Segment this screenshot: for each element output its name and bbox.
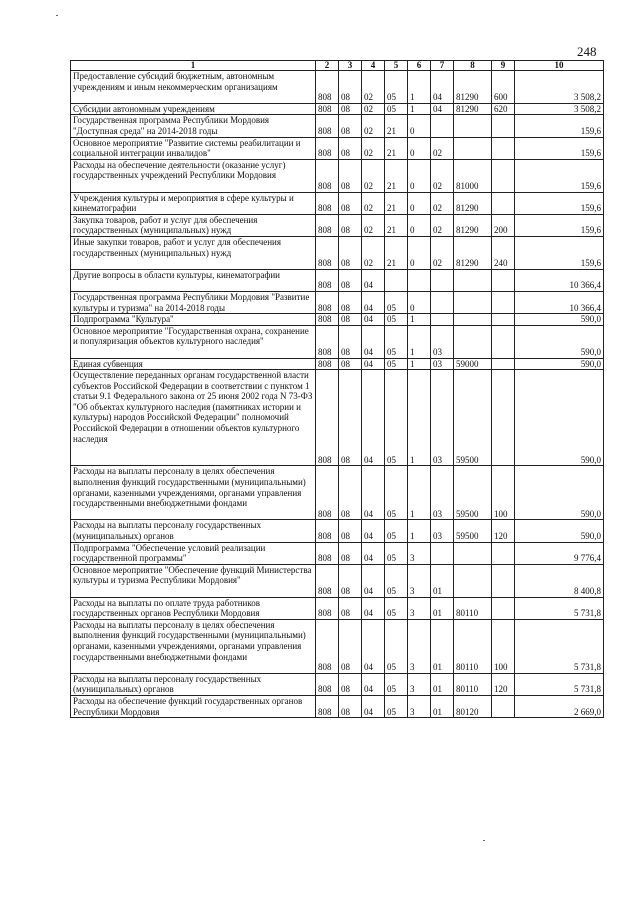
code-cell: 05	[385, 673, 408, 695]
code-cell: 08	[339, 159, 362, 192]
row-name: Государственная программа Республики Мордовия "Доступная среда" на 2014-2018 годы	[71, 115, 316, 137]
code-cell: 0	[408, 236, 431, 269]
code-cell: 08	[339, 542, 362, 564]
code-cell	[454, 137, 492, 159]
code-cell	[492, 564, 515, 597]
code-cell: 808	[316, 214, 339, 236]
code-cell: 05	[385, 466, 408, 520]
code-cell: 05	[385, 103, 408, 115]
column-header: 3	[339, 61, 362, 71]
code-cell	[492, 696, 515, 718]
row-name: Расходы на выплаты персоналу в целях обеспечения выполнения функций государственными (муниципальными) органами, казенными учреждениями, органами управления государственными внебюджетными фондами	[71, 619, 316, 673]
code-cell: 1	[408, 71, 431, 104]
code-cell: 02	[431, 159, 454, 192]
table-row	[71, 597, 604, 619]
code-cell: 04	[362, 314, 385, 326]
code-cell: 08	[339, 673, 362, 695]
code-cell: 04	[362, 520, 385, 542]
amount-cell: 8 400,8	[515, 564, 604, 597]
code-cell: 808	[316, 137, 339, 159]
code-cell: 02	[362, 71, 385, 104]
code-cell: 04	[362, 673, 385, 695]
table-row	[71, 696, 604, 718]
code-cell: 05	[385, 619, 408, 673]
code-cell: 05	[385, 696, 408, 718]
code-cell: 3	[408, 696, 431, 718]
code-cell	[492, 370, 515, 466]
code-cell: 808	[316, 370, 339, 466]
code-cell: 600	[492, 71, 515, 104]
code-cell: 08	[339, 236, 362, 269]
amount-cell: 590,0	[515, 520, 604, 542]
amount-cell: 10 366,4	[515, 269, 604, 291]
code-cell: 04	[362, 291, 385, 313]
code-cell: 808	[316, 236, 339, 269]
amount-cell: 590,0	[515, 314, 604, 326]
column-header: 8	[454, 61, 492, 71]
code-cell: 01	[431, 696, 454, 718]
code-cell	[454, 564, 492, 597]
code-cell: 0	[408, 291, 431, 313]
amount-cell: 2 669,0	[515, 696, 604, 718]
code-cell	[492, 115, 515, 137]
code-cell: 01	[431, 564, 454, 597]
row-name: Учреждения культуры и мероприятия в сфере культуры и кинематографии	[71, 192, 316, 214]
code-cell	[454, 115, 492, 137]
code-cell: 81290	[454, 192, 492, 214]
code-cell: 04	[362, 597, 385, 619]
code-cell: 08	[339, 192, 362, 214]
code-cell: 120	[492, 673, 515, 695]
code-cell: 02	[431, 214, 454, 236]
code-cell: 0	[408, 192, 431, 214]
code-cell	[431, 542, 454, 564]
code-cell: 05	[385, 71, 408, 104]
code-cell: 808	[316, 619, 339, 673]
amount-cell: 590,0	[515, 325, 604, 358]
code-cell	[431, 269, 454, 291]
code-cell: 808	[316, 314, 339, 326]
table-row	[71, 236, 604, 269]
code-cell: 05	[385, 542, 408, 564]
code-cell: 1	[408, 358, 431, 370]
code-cell: 02	[362, 214, 385, 236]
code-cell	[492, 325, 515, 358]
code-cell: 240	[492, 236, 515, 269]
amount-cell: 3 508,2	[515, 71, 604, 104]
code-cell: 05	[385, 291, 408, 313]
code-cell: 05	[385, 370, 408, 466]
code-cell: 81290	[454, 236, 492, 269]
code-cell: 05	[385, 314, 408, 326]
code-cell: 04	[362, 542, 385, 564]
column-header: 6	[408, 61, 431, 71]
code-cell: 808	[316, 466, 339, 520]
code-cell	[454, 314, 492, 326]
amount-cell: 5 731,8	[515, 619, 604, 673]
code-cell: 100	[492, 466, 515, 520]
code-cell: 04	[362, 358, 385, 370]
code-cell: 808	[316, 159, 339, 192]
code-cell	[431, 314, 454, 326]
code-cell	[431, 115, 454, 137]
table-row	[71, 466, 604, 520]
code-cell	[492, 597, 515, 619]
table-row	[71, 269, 604, 291]
amount-cell: 590,0	[515, 370, 604, 466]
code-cell: 80110	[454, 673, 492, 695]
code-cell	[492, 269, 515, 291]
code-cell: 05	[385, 597, 408, 619]
code-cell: 03	[431, 466, 454, 520]
code-cell: 21	[385, 159, 408, 192]
code-cell: 80110	[454, 597, 492, 619]
code-cell: 21	[385, 137, 408, 159]
code-cell: 03	[431, 358, 454, 370]
code-cell: 01	[431, 619, 454, 673]
code-cell: 808	[316, 520, 339, 542]
header-row	[71, 61, 604, 71]
table-row	[71, 291, 604, 313]
amount-cell: 159,6	[515, 214, 604, 236]
table-row	[71, 103, 604, 115]
code-cell: 808	[316, 358, 339, 370]
code-cell: 81290	[454, 103, 492, 115]
code-cell: 1	[408, 466, 431, 520]
row-name: Основное мероприятие "Развитие системы реабилитации и социальной интеграции инвалидов"	[71, 137, 316, 159]
code-cell: 808	[316, 542, 339, 564]
code-cell: 08	[339, 696, 362, 718]
code-cell: 808	[316, 71, 339, 104]
amount-cell: 159,6	[515, 236, 604, 269]
code-cell: 120	[492, 520, 515, 542]
table-row	[71, 214, 604, 236]
amount-cell: 590,0	[515, 466, 604, 520]
code-cell	[492, 314, 515, 326]
code-cell	[492, 159, 515, 192]
code-cell: 04	[362, 269, 385, 291]
code-cell: 59500	[454, 370, 492, 466]
code-cell: 808	[316, 115, 339, 137]
code-cell: 808	[316, 291, 339, 313]
column-header: 4	[362, 61, 385, 71]
row-name: Расходы на выплаты персоналу государственных (муниципальных) органов	[71, 673, 316, 695]
code-cell: 808	[316, 564, 339, 597]
code-cell: 81290	[454, 214, 492, 236]
table-row	[71, 619, 604, 673]
code-cell: 3	[408, 619, 431, 673]
code-cell: 04	[362, 619, 385, 673]
code-cell: 02	[431, 236, 454, 269]
code-cell: 808	[316, 192, 339, 214]
code-cell: 08	[339, 466, 362, 520]
code-cell: 0	[408, 137, 431, 159]
code-cell: 08	[339, 520, 362, 542]
code-cell	[408, 269, 431, 291]
code-cell: 08	[339, 597, 362, 619]
row-name: Подпрограмма "Культура"	[71, 314, 316, 326]
code-cell: 02	[362, 137, 385, 159]
code-cell: 08	[339, 137, 362, 159]
code-cell: 808	[316, 597, 339, 619]
code-cell: 1	[408, 314, 431, 326]
amount-cell: 9 776,4	[515, 542, 604, 564]
code-cell: 200	[492, 214, 515, 236]
row-name: Подпрограмма "Обеспечение условий реализации государственной программы"	[71, 542, 316, 564]
code-cell: 21	[385, 192, 408, 214]
code-cell: 04	[362, 325, 385, 358]
code-cell: 08	[339, 619, 362, 673]
table-row	[71, 159, 604, 192]
code-cell: 08	[339, 71, 362, 104]
amount-cell: 10 366,4	[515, 291, 604, 313]
amount-cell: 159,6	[515, 192, 604, 214]
code-cell	[492, 358, 515, 370]
row-name: Расходы на обеспечение функций государственных органов Республики Мордовия	[71, 696, 316, 718]
code-cell: 05	[385, 325, 408, 358]
table-row	[71, 325, 604, 358]
amount-cell: 159,6	[515, 137, 604, 159]
amount-cell: 159,6	[515, 159, 604, 192]
code-cell: 1	[408, 103, 431, 115]
code-cell: 21	[385, 214, 408, 236]
table-row	[71, 542, 604, 564]
code-cell	[431, 291, 454, 313]
code-cell: 04	[431, 103, 454, 115]
row-name: Иные закупки товаров, работ и услуг для обеспечения государственных (муниципальных) нужд	[71, 236, 316, 269]
row-name: Расходы на обеспечение деятельности (оказание услуг) государственных учреждений Республики Мордовия	[71, 159, 316, 192]
column-header: 10	[515, 61, 604, 71]
code-cell: 808	[316, 325, 339, 358]
row-name: Закупка товаров, работ и услуг для обеспечения государственных (муниципальных) нужд	[71, 214, 316, 236]
code-cell: 08	[339, 358, 362, 370]
row-name: Расходы на выплаты по оплате труда работников государственных органов Республики Мордовия	[71, 597, 316, 619]
code-cell: 08	[339, 103, 362, 115]
code-cell: 59500	[454, 466, 492, 520]
column-header: 1	[71, 61, 316, 71]
code-cell: 08	[339, 370, 362, 466]
table-row	[71, 520, 604, 542]
code-cell: 59000	[454, 358, 492, 370]
column-header: 9	[492, 61, 515, 71]
table-body	[71, 71, 604, 718]
budget-table	[70, 60, 604, 718]
page-number: 248	[577, 44, 597, 59]
row-name: Предоставление субсидий бюджетным, автономным учреждениям и иным некоммерческим организациям	[71, 71, 316, 104]
code-cell: 3	[408, 564, 431, 597]
code-cell: 02	[362, 103, 385, 115]
row-name: Осуществление переданных органам государственной власти субъектов Российской Федерации в соответствии с пунктом 1 статьи 9.1 Федерального закона от 25 июня 2002 года N 73-ФЗ "Об объектах культурного наследия (памятниках истории и культуры) народов Российской Федерации" полномочий Российской Федерации в отношении объектов культурного наследия	[71, 370, 316, 466]
column-header: 2	[316, 61, 339, 71]
row-name: Субсидии автономным учреждениям	[71, 103, 316, 115]
code-cell: 3	[408, 597, 431, 619]
code-cell	[492, 192, 515, 214]
code-cell: 02	[362, 192, 385, 214]
column-header: 5	[385, 61, 408, 71]
code-cell: 100	[492, 619, 515, 673]
amount-cell: 5 731,8	[515, 597, 604, 619]
row-name: Расходы на выплаты персоналу государственных (муниципальных) органов	[71, 520, 316, 542]
code-cell: 08	[339, 291, 362, 313]
code-cell: 0	[408, 115, 431, 137]
code-cell: 08	[339, 214, 362, 236]
code-cell: 0	[408, 214, 431, 236]
code-cell: 08	[339, 564, 362, 597]
code-cell: 0	[408, 159, 431, 192]
code-cell: 808	[316, 103, 339, 115]
code-cell	[454, 291, 492, 313]
amount-cell: 5 731,8	[515, 673, 604, 695]
code-cell: 05	[385, 520, 408, 542]
code-cell: 08	[339, 115, 362, 137]
table-row	[71, 71, 604, 104]
code-cell: 3	[408, 542, 431, 564]
code-cell: 59500	[454, 520, 492, 542]
code-cell: 03	[431, 325, 454, 358]
code-cell: 1	[408, 325, 431, 358]
code-cell: 03	[431, 520, 454, 542]
code-cell: 80110	[454, 619, 492, 673]
row-name: Государственная программа Республики Мордовия "Развитие культуры и туризма" на 2014-2018 годы	[71, 291, 316, 313]
table-row	[71, 370, 604, 466]
table-row	[71, 358, 604, 370]
code-cell: 620	[492, 103, 515, 115]
code-cell	[492, 137, 515, 159]
table-row	[71, 192, 604, 214]
code-cell: 80120	[454, 696, 492, 718]
code-cell: 04	[362, 466, 385, 520]
table-row	[71, 673, 604, 695]
row-name: Единая субвенция	[71, 358, 316, 370]
row-name: Основное мероприятие "Государственная охрана, сохранение и популяризация объектов культурного наследия"	[71, 325, 316, 358]
row-name: Другие вопросы в области культуры, кинематографии	[71, 269, 316, 291]
table-row	[71, 115, 604, 137]
table-row	[71, 564, 604, 597]
code-cell: 808	[316, 269, 339, 291]
scan-speck	[483, 840, 485, 841]
code-cell: 08	[339, 325, 362, 358]
code-cell: 1	[408, 520, 431, 542]
code-cell: 08	[339, 269, 362, 291]
code-cell: 04	[362, 370, 385, 466]
code-cell: 02	[362, 159, 385, 192]
code-cell: 808	[316, 673, 339, 695]
amount-cell: 590,0	[515, 358, 604, 370]
code-cell	[385, 269, 408, 291]
code-cell: 01	[431, 597, 454, 619]
code-cell: 81290	[454, 71, 492, 104]
code-cell: 05	[385, 358, 408, 370]
code-cell	[454, 542, 492, 564]
code-cell: 02	[362, 236, 385, 269]
code-cell: 3	[408, 673, 431, 695]
table-row	[71, 137, 604, 159]
scan-speck	[56, 15, 58, 16]
code-cell	[454, 325, 492, 358]
row-name: Основное мероприятие "Обеспечение функций Министерства культуры и туризма Республики Мордовия"	[71, 564, 316, 597]
code-cell: 05	[385, 564, 408, 597]
code-cell: 08	[339, 314, 362, 326]
code-cell	[492, 542, 515, 564]
code-cell: 21	[385, 115, 408, 137]
table-row	[71, 314, 604, 326]
code-cell: 03	[431, 370, 454, 466]
column-header: 7	[431, 61, 454, 71]
code-cell	[454, 269, 492, 291]
code-cell: 1	[408, 370, 431, 466]
code-cell: 02	[362, 115, 385, 137]
code-cell: 81000	[454, 159, 492, 192]
amount-cell: 159,6	[515, 115, 604, 137]
code-cell: 02	[431, 192, 454, 214]
code-cell: 808	[316, 696, 339, 718]
code-cell: 04	[362, 696, 385, 718]
code-cell: 02	[431, 137, 454, 159]
code-cell: 04	[362, 564, 385, 597]
code-cell: 04	[431, 71, 454, 104]
code-cell: 21	[385, 236, 408, 269]
amount-cell: 3 508,2	[515, 103, 604, 115]
code-cell	[492, 291, 515, 313]
row-name: Расходы на выплаты персоналу в целях обеспечения выполнения функций государственными (муниципальными) органами, казенными учреждениями, органами управления государственными внебюджетными фондами	[71, 466, 316, 520]
code-cell: 01	[431, 673, 454, 695]
